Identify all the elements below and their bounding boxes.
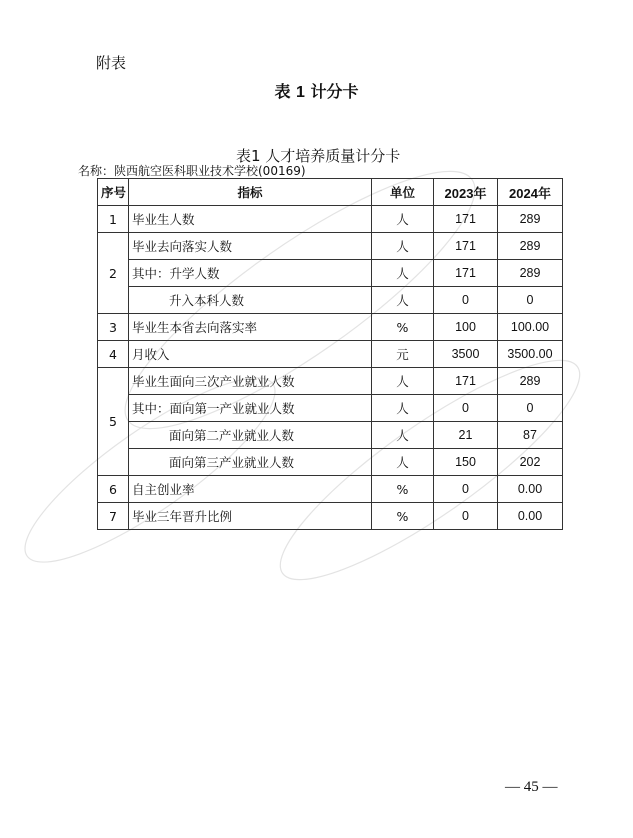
value-2023-cell: 100 — [434, 314, 498, 341]
col-header-seq: 序号 — [98, 179, 129, 206]
page-heading — [0, 79, 633, 102]
table-row — [98, 287, 563, 314]
table-caption: 表1 人才培养质量计分卡 — [236, 147, 401, 165]
value-2024-cell: 202 — [498, 449, 563, 476]
col-header-2024: 2024年 — [498, 179, 563, 206]
value-2023-cell: 21 — [434, 422, 498, 449]
table-row — [98, 395, 563, 422]
unit-cell: 人 — [372, 395, 434, 422]
unit-cell: 人 — [372, 422, 434, 449]
unit-cell: 人 — [372, 368, 434, 395]
heading-number: 1 — [296, 84, 305, 101]
value-2024-cell: 87 — [498, 422, 563, 449]
indicator-cell: 毕业生本省去向落实率 — [129, 314, 372, 341]
table-row — [98, 233, 563, 260]
value-2023-cell: 0 — [434, 287, 498, 314]
seq-cell: 4 — [98, 341, 129, 368]
seq-cell: 5 — [98, 368, 129, 476]
unit-cell: 人 — [372, 449, 434, 476]
indicator-cell: 毕业去向落实人数 — [129, 233, 372, 260]
table-row — [98, 206, 563, 233]
unit-cell: 元 — [372, 341, 434, 368]
indicator-cell: 毕业三年晋升比例 — [129, 503, 372, 530]
table-row — [98, 449, 563, 476]
appendix-label: 附表 — [96, 54, 127, 72]
seq-cell: 1 — [98, 206, 129, 233]
value-2024-cell: 100.00 — [498, 314, 563, 341]
school-name: 名称：陕西航空医科职业技术学校(00169) — [78, 164, 306, 178]
indicator-cell: 其中：升学人数 — [129, 260, 372, 287]
heading-suffix: 计分卡 — [310, 82, 359, 101]
indicator-cell: 毕业生人数 — [129, 206, 372, 233]
score-table — [97, 178, 563, 530]
indicator-cell: 其中：面向第一产业就业人数 — [129, 395, 372, 422]
col-header-2023: 2023年 — [434, 179, 498, 206]
value-2023-cell: 171 — [434, 368, 498, 395]
unit-cell: 人 — [372, 233, 434, 260]
page-number: — 45 — — [505, 779, 558, 795]
value-2023-cell: 171 — [434, 206, 498, 233]
table-header-row — [98, 179, 563, 206]
table-row — [98, 368, 563, 395]
value-2024-cell: 289 — [498, 260, 563, 287]
table-row — [98, 422, 563, 449]
value-2024-cell: 289 — [498, 206, 563, 233]
value-2023-cell: 0 — [434, 503, 498, 530]
seq-cell: 6 — [98, 476, 129, 503]
table-row — [98, 314, 563, 341]
col-header-indicator: 指标 — [129, 179, 372, 206]
value-2023-cell: 150 — [434, 449, 498, 476]
value-2024-cell: 0.00 — [498, 476, 563, 503]
indicator-cell: 面向第二产业就业人数 — [129, 422, 372, 449]
unit-cell: 人 — [372, 206, 434, 233]
value-2024-cell: 3500.00 — [498, 341, 563, 368]
unit-cell: % — [372, 476, 434, 503]
value-2024-cell: 0 — [498, 287, 563, 314]
value-2024-cell: 289 — [498, 233, 563, 260]
seq-cell: 2 — [98, 233, 129, 314]
unit-cell: % — [372, 503, 434, 530]
unit-cell: % — [372, 314, 434, 341]
value-2023-cell: 0 — [434, 395, 498, 422]
seq-cell: 7 — [98, 503, 129, 530]
table-row — [98, 341, 563, 368]
unit-cell: 人 — [372, 287, 434, 314]
indicator-cell: 自主创业率 — [129, 476, 372, 503]
value-2024-cell: 0 — [498, 395, 563, 422]
indicator-cell: 月收入 — [129, 341, 372, 368]
indicator-cell: 升入本科人数 — [129, 287, 372, 314]
seq-cell: 3 — [98, 314, 129, 341]
table-row — [98, 260, 563, 287]
table-row — [98, 476, 563, 503]
value-2024-cell: 289 — [498, 368, 563, 395]
indicator-cell: 面向第三产业就业人数 — [129, 449, 372, 476]
value-2024-cell: 0.00 — [498, 503, 563, 530]
table-row — [98, 503, 563, 530]
value-2023-cell: 0 — [434, 476, 498, 503]
value-2023-cell: 171 — [434, 233, 498, 260]
value-2023-cell: 171 — [434, 260, 498, 287]
heading-prefix: 表 — [274, 82, 291, 101]
indicator-cell: 毕业生面向三次产业就业人数 — [129, 368, 372, 395]
col-header-unit: 单位 — [372, 179, 434, 206]
value-2023-cell: 3500 — [434, 341, 498, 368]
unit-cell: 人 — [372, 260, 434, 287]
